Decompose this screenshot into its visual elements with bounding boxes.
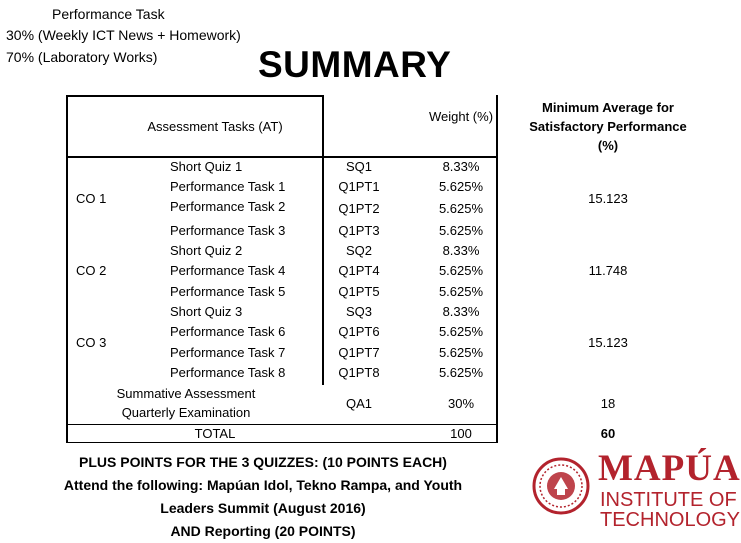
summative-label: Summative Assessment [116, 386, 256, 401]
co-label: CO 1 [76, 191, 107, 206]
min-average: 15.123 [588, 335, 628, 350]
task-weight: 5.625% [438, 179, 484, 194]
task-code: SQ3 [345, 304, 372, 319]
seal-icon [532, 453, 590, 519]
task-weight: 8.33% [442, 304, 480, 319]
attend-line: Attend the following: Mapúan Idol, Tekno Rampa, and Youth [63, 477, 463, 493]
table-border-top [66, 95, 324, 97]
col-header-minimum: Minimum Average for Satisfactory Performance (%) [529, 100, 687, 153]
task-name: Performance Task 3 [170, 223, 286, 238]
task-weight: 5.625% [438, 284, 484, 299]
task-name: Performance Task 6 [170, 324, 286, 339]
min-average: 11.748 [588, 263, 628, 278]
total-label: TOTAL [194, 426, 236, 441]
page-title: SUMMARY [258, 44, 452, 85]
min-average: 15.123 [588, 191, 628, 206]
task-weight: 5.625% [438, 365, 484, 380]
summative-minimum: 18 [600, 396, 616, 411]
task-name: Performance Task 5 [170, 284, 286, 299]
reporting-line: AND Reporting (20 POINTS) [170, 523, 356, 539]
col-header-assessment: Assessment Tasks (AT) [147, 119, 283, 134]
col-header-weight [426, 107, 496, 126]
task-name: Short Quiz 3 [170, 304, 243, 319]
task-code: Q1PT4 [338, 263, 380, 278]
task-name: Short Quiz 2 [170, 243, 243, 258]
task-weight: 5.625% [438, 263, 484, 278]
table-border-left [66, 95, 68, 442]
plus-points-line: PLUS POINTS FOR THE 3 QUIZZES: (10 POINTS EACH) [79, 454, 447, 470]
task-weight: 5.625% [438, 223, 484, 238]
summit-line: Leaders Summit (August 2016) [160, 500, 366, 516]
task-code: Q1PT7 [338, 345, 380, 360]
mapua-logo [532, 447, 741, 531]
co-label: CO 2 [76, 263, 107, 278]
task-code: Q1PT1 [338, 179, 380, 194]
task-name: Short Quiz 1 [170, 159, 243, 174]
logo-name-line1: MAPÚA [598, 448, 741, 489]
task-name: Performance Task 4 [170, 263, 286, 278]
task-code: Q1PT2 [338, 201, 380, 216]
laboratory-note: 70% (Laboratory Works) [6, 49, 158, 65]
task-code: SQ2 [345, 243, 372, 258]
summative-weight: 30% [447, 396, 475, 411]
task-weight: 5.625% [438, 201, 484, 216]
task-code: Q1PT5 [338, 284, 380, 299]
task-code: Q1PT3 [338, 223, 380, 238]
task-code: SQ1 [345, 159, 372, 174]
task-name: Performance Task 1 [170, 179, 286, 194]
task-weight: 8.33% [442, 243, 480, 258]
quarterly-exam-label: Quarterly Examination [121, 405, 251, 420]
plus-points-note [28, 451, 498, 543]
total-minimum: 60 [600, 426, 616, 441]
task-name: Performance Task 2 [170, 199, 286, 214]
logo-name-line2: INSTITUTE OF [600, 489, 737, 511]
summative-code: QA1 [345, 396, 372, 411]
task-code: Q1PT8 [338, 365, 380, 380]
task-weight: 5.625% [438, 345, 484, 360]
task-name: Performance Task 7 [170, 345, 286, 360]
task-weight: 5.625% [438, 324, 484, 339]
task-name: Performance Task 8 [170, 365, 286, 380]
weight-header-text: Weight (%) [428, 109, 494, 124]
total-weight: 100 [450, 426, 472, 441]
co-label: CO 3 [76, 335, 107, 350]
performance-task-heading: Performance Task [52, 6, 165, 22]
table-divider-2 [496, 95, 498, 442]
task-code: Q1PT6 [338, 324, 380, 339]
weekly-ict-note: 30% (Weekly ICT News + Homework) [6, 27, 241, 43]
task-weight: 8.33% [442, 159, 480, 174]
logo-name-line3: TECHNOLOGY [600, 509, 741, 531]
